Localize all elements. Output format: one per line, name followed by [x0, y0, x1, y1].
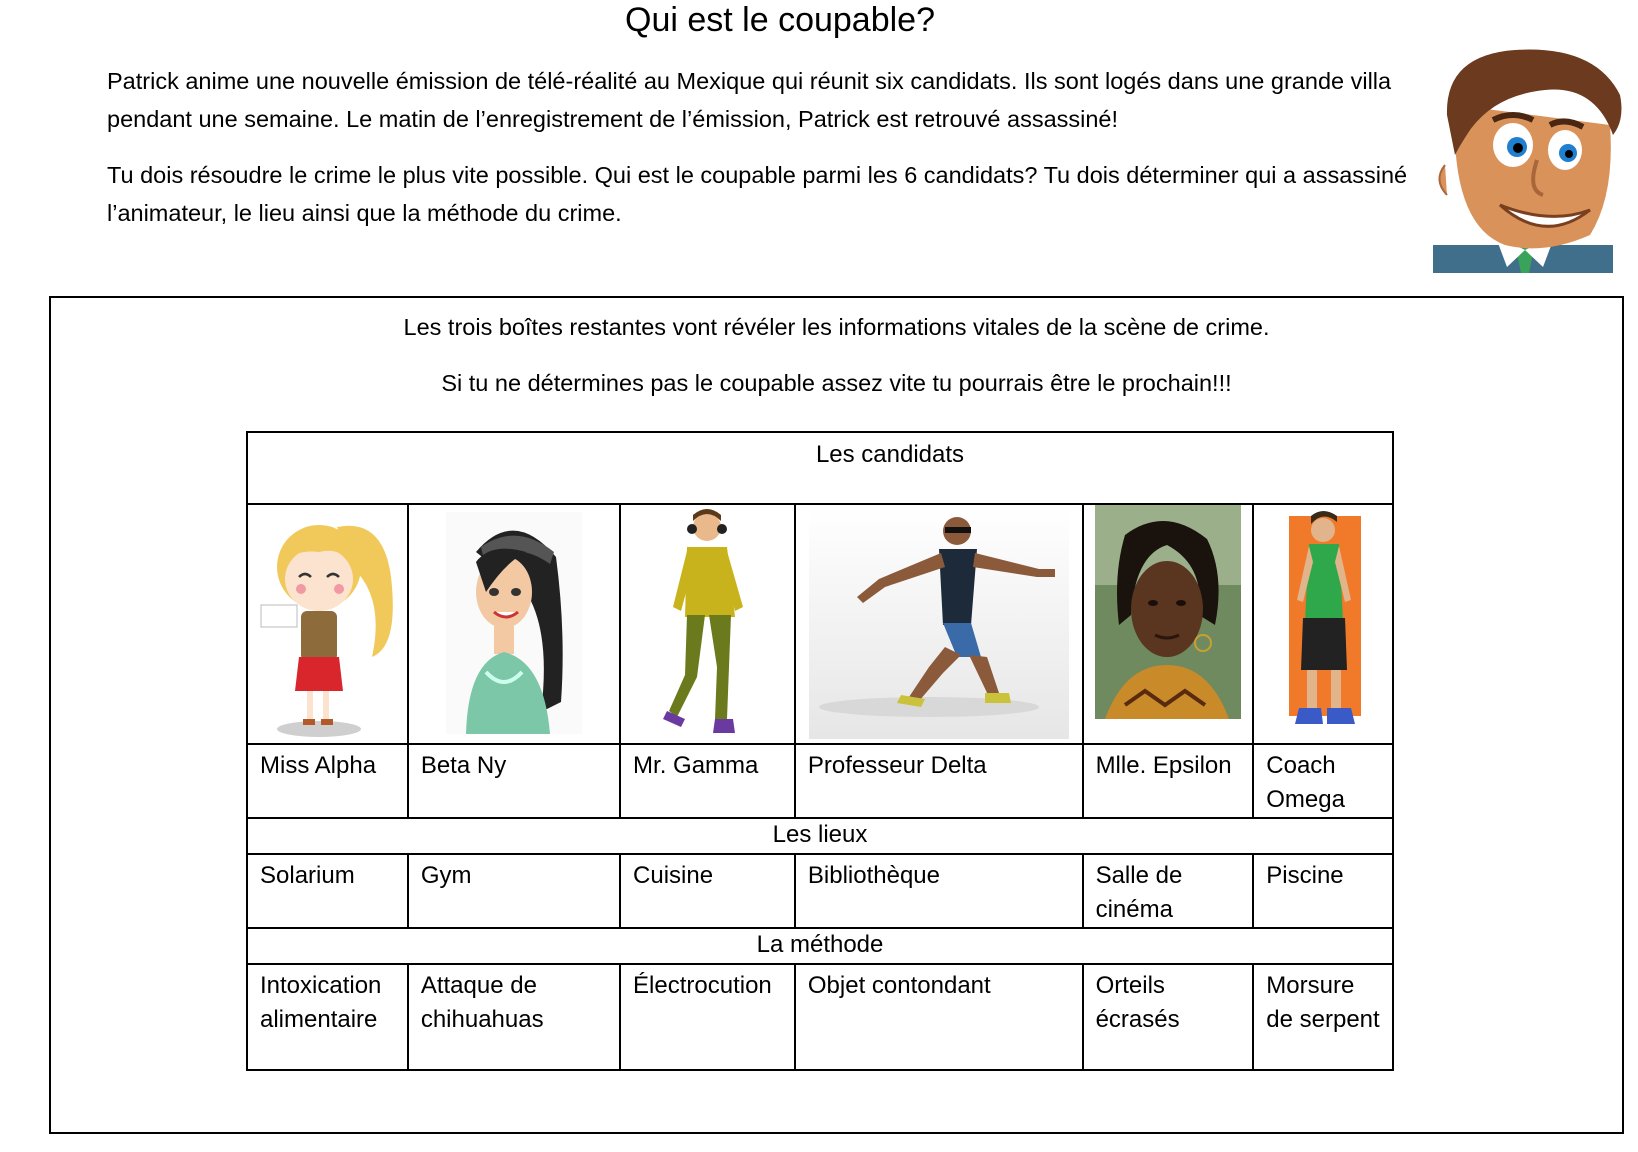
lieu-cell: Bibliothèque — [795, 854, 1083, 928]
beta-ny-illustration — [446, 512, 582, 734]
candidate-name: Mr. Gamma — [620, 744, 795, 818]
lieu-cell: Piscine — [1253, 854, 1393, 928]
lieu-cell: Salle de cinéma — [1083, 854, 1254, 928]
candidate-photo-cell — [1253, 504, 1393, 744]
lieux-header: Les lieux — [247, 818, 1393, 854]
candidate-photo-cell — [620, 504, 795, 744]
mr-gamma-illustration — [657, 507, 757, 739]
professeur-delta-illustration — [809, 507, 1069, 739]
candidate-name: Professeur Delta — [795, 744, 1083, 818]
mlle-epsilon-illustration — [1095, 505, 1241, 719]
clue-table — [246, 431, 1394, 1071]
coach-omega-illustration — [1281, 510, 1365, 736]
intro-paragraph-1: Patrick anime une nouvelle émission de télé-réalité au Mexique qui réunit six candidats. Ils sont logés dans une grande villa pendant une semaine. Le matin de l’enregistrement de l’émission, Patrick est retrouvé assassiné! — [107, 68, 1392, 132]
methode-header: La méthode — [247, 928, 1393, 964]
lieu-cell: Solarium — [247, 854, 408, 928]
candidate-photo-cell — [1083, 504, 1254, 744]
methode-cell: Intoxication alimentaire — [247, 964, 408, 1070]
host-patrick-illustration — [1425, 45, 1625, 273]
box-line-2: Si tu ne détermines pas le coupable assez vite tu pourrais être le prochain!!! — [441, 370, 1232, 396]
candidate-photo-cell — [795, 504, 1083, 744]
candidate-photo-cell — [247, 504, 408, 744]
intro-paragraph-2: Tu dois résoudre le crime le plus vite possible. Qui est le coupable parmi les 6 candidats? Tu dois déterminer qui a assassiné l’animateur, le lieu ainsi que la méthode du crime. — [107, 162, 1408, 226]
candidate-name: Mlle. Epsilon — [1083, 744, 1254, 818]
methode-cell: Objet contondant — [795, 964, 1083, 1070]
methode-cell: Morsure de serpent — [1253, 964, 1393, 1070]
miss-alpha-illustration — [257, 507, 397, 739]
methode-cell: Électrocution — [620, 964, 795, 1070]
lieu-cell: Gym — [408, 854, 620, 928]
candidate-name: Coach Omega — [1253, 744, 1393, 818]
candidate-photo-cell — [408, 504, 620, 744]
page-title: Qui est le coupable? — [625, 1, 935, 39]
lieu-cell: Cuisine — [620, 854, 795, 928]
candidate-name: Miss Alpha — [247, 744, 408, 818]
candidate-name: Beta Ny — [408, 744, 620, 818]
methode-cell: Orteils écrasés — [1083, 964, 1254, 1070]
box-line-1: Les trois boîtes restantes vont révéler les informations vitales de la scène de crime. — [403, 314, 1270, 340]
candidats-header: Les candidats — [247, 432, 1393, 504]
methode-cell: Attaque de chihuahuas — [408, 964, 620, 1070]
